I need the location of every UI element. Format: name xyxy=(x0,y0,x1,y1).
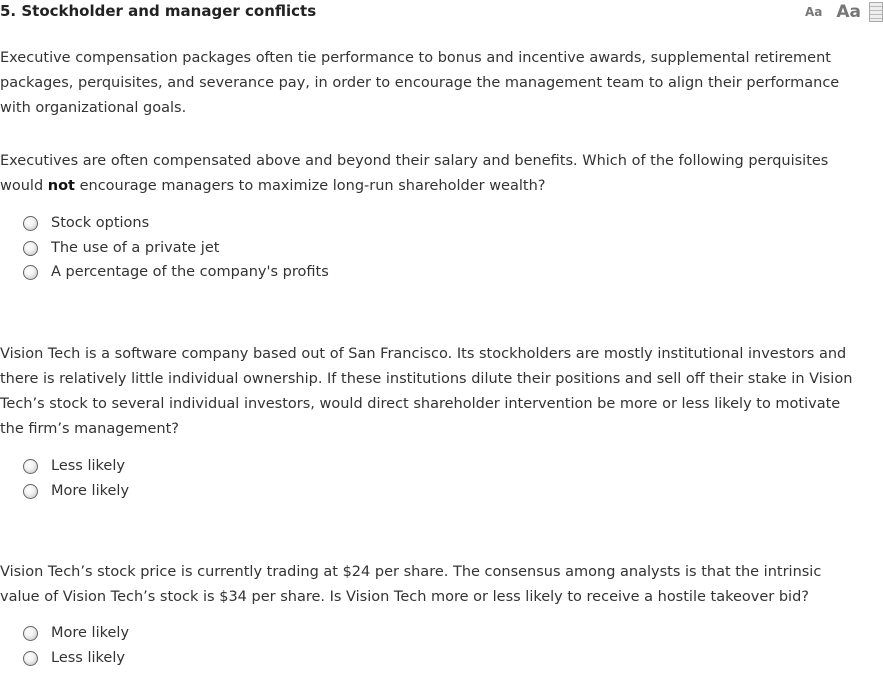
font-size-controls xyxy=(805,2,883,22)
question-3-text xyxy=(0,560,880,610)
q2-option-less-likely[interactable] xyxy=(23,458,125,474)
document-icon[interactable] xyxy=(869,2,883,22)
radio-button[interactable] xyxy=(23,626,38,641)
question-1-text xyxy=(0,149,880,199)
increase-font-button[interactable]: Aa xyxy=(836,2,861,22)
option-label: The use of a private jet xyxy=(51,240,220,256)
q3-option-less-likely[interactable] xyxy=(23,650,125,666)
question-line xyxy=(0,174,880,199)
option-label: More likely xyxy=(51,483,130,499)
intro-line: Executive compensation packages often tie performance to bonus and incentive awards, supplemental retirement xyxy=(0,50,831,66)
radio-button[interactable] xyxy=(23,216,38,231)
page-title: 5. Stockholder and manager conflicts xyxy=(0,2,317,20)
question-line: Vision Tech’s stock price is currently trading at $24 per share. The consensus among analysts is that the intrinsic xyxy=(0,564,822,580)
question-line: Executives are often compensated above and beyond their salary and benefits. Which of the following perquisites xyxy=(0,153,829,169)
q1-option-stock-options[interactable] xyxy=(23,215,149,231)
decrease-font-button[interactable]: Aa xyxy=(804,5,823,19)
q3-option-more-likely[interactable] xyxy=(23,625,129,641)
question-line: Tech’s stock to several individual investors, would direct shareholder intervention be more or less likely to motivate xyxy=(0,396,841,412)
q2-option-more-likely[interactable] xyxy=(23,483,129,499)
intro-line: packages, perquisites, and severance pay, in order to encourage the management team to align their performance xyxy=(0,75,840,91)
question-2-text xyxy=(0,342,880,442)
radio-button[interactable] xyxy=(23,651,38,666)
radio-button[interactable] xyxy=(23,241,38,256)
radio-button[interactable] xyxy=(23,265,38,280)
intro-line: with organizational goals. xyxy=(0,100,187,116)
question-line: the firm’s management? xyxy=(0,421,179,437)
q1-option-private-jet[interactable] xyxy=(23,240,219,256)
question-text: would xyxy=(0,178,48,194)
radio-button[interactable] xyxy=(23,484,38,499)
question-text: encourage managers to maximize long-run shareholder wealth? xyxy=(74,178,546,194)
question-line: Vision Tech is a software company based out of San Francisco. Its stockholders are mostly institutional investors and xyxy=(0,346,847,362)
option-label: Less likely xyxy=(51,458,125,474)
question-line: value of Vision Tech’s stock is $34 per share. Is Vision Tech more or less likely to receive a hostile takeover bid? xyxy=(0,589,809,605)
question-line: there is relatively little individual ownership. If these institutions dilute their positions and sell off their stake in Vision xyxy=(0,371,853,387)
option-label: More likely xyxy=(51,625,130,641)
radio-button[interactable] xyxy=(23,459,38,474)
q1-option-profit-percentage[interactable] xyxy=(23,264,329,280)
emphasis-not: not xyxy=(47,178,75,194)
option-label: A percentage of the company's profits xyxy=(51,264,329,280)
option-label: Stock options xyxy=(51,215,150,231)
option-label: Less likely xyxy=(51,650,125,666)
intro-paragraph xyxy=(0,46,880,121)
